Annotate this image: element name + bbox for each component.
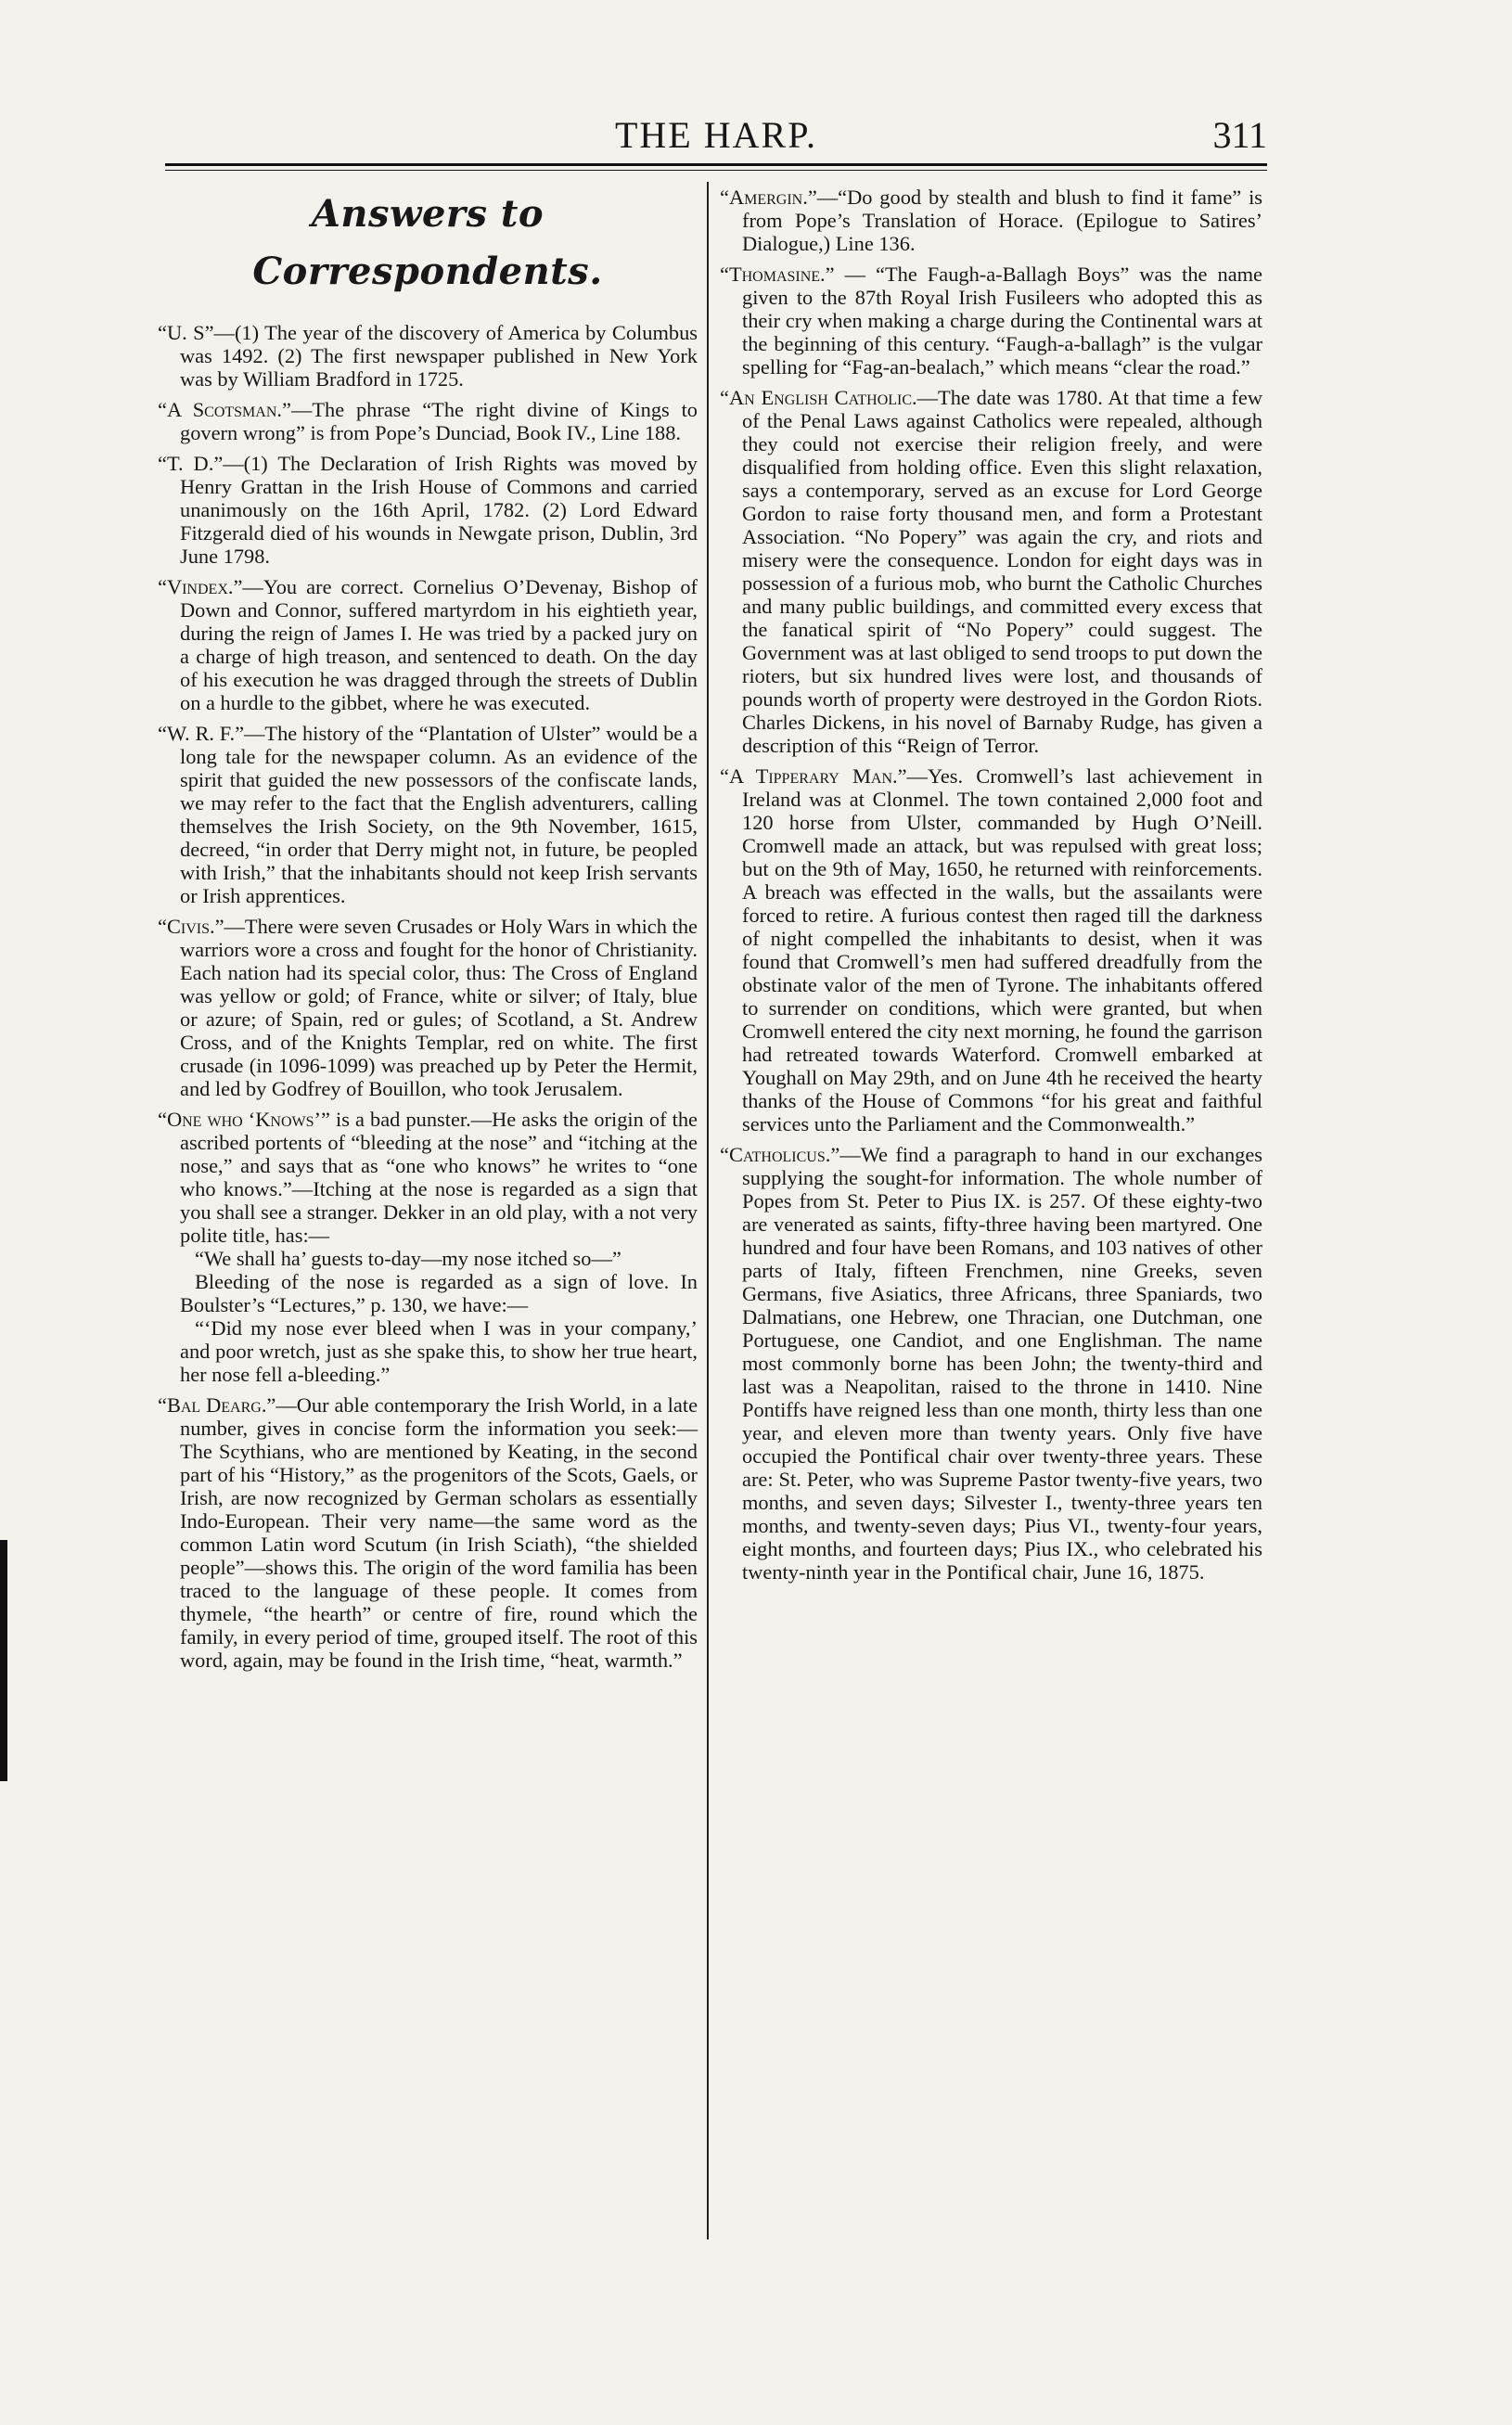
correspondent-answer	[720, 1143, 1262, 1584]
answer-paragraph: Bleeding of the nose is regarded as a sign of love. In Boulster’s “Lectures,” p. 130, we have:—	[180, 1270, 698, 1316]
answer-text	[158, 1108, 698, 1247]
correspondent-answer	[720, 386, 1262, 757]
answer-text	[720, 263, 1262, 379]
correspondent-name: “One who ‘Knows’”	[158, 1108, 330, 1131]
answer-text	[720, 386, 1262, 757]
answer-text	[158, 722, 698, 907]
answer-body: —The phrase “The right divine of Kings to govern wrong” is from Pope’s Dunciad, Book IV., Line 188.	[180, 398, 698, 444]
page-header	[165, 109, 1267, 161]
correspondent-name: “Vindex.”	[158, 575, 243, 598]
answer-text	[158, 321, 698, 391]
right-column	[720, 186, 1262, 1591]
correspondent-answer	[158, 398, 698, 444]
answer-text	[158, 575, 698, 714]
answer-body: —There were seven Crusades or Holy Wars in which the warriors wore a cross and fought for the honor of Christianity. Each nation had its special color, thus: The Cross of England was yellow or gold; of France, white or silver; of Italy, blue or azure; of Spain, red or gules; of Scotland, a St. Andrew Cross, and of the Knights Templar, red on white. The first crusade (in 1096-1099) was preached up by Peter the Hermit, and led by Godfrey of Bouillon, who took Jerusalem.	[180, 915, 698, 1100]
correspondent-answer	[158, 452, 698, 568]
answer-body: —(1) The Declaration of Irish Rights was moved by Henry Grattan in the Irish House of Commons and carried unanimously on the 16th April, 1782. (2) Lord Edward Fitzgerald died of his wounds in Newgate prison, Dublin, 3rd June 1798.	[180, 452, 698, 568]
correspondent-name: “An English Catholic.	[720, 386, 917, 409]
correspondent-answer	[158, 1393, 698, 1672]
answer-text	[720, 1143, 1262, 1584]
correspondent-name: “Bal Dearg.”	[158, 1393, 276, 1417]
blank-margin	[0, 2264, 1512, 2425]
answer-body: —(1) The year of the discovery of America by Columbus was 1492. (2) The first newspaper published in New York was by William Bradford in 1725.	[180, 321, 698, 391]
answer-body: —“Do good by stealth and blush to find it fame” is from Pope’s Translation of Horace. (Epilogue to Satires’ Dialogue,) Line 136.	[742, 186, 1262, 255]
answer-text	[158, 1393, 698, 1672]
left-entries	[158, 321, 698, 1672]
answer-body: —The history of the “Plantation of Ulster” would be a long tale for the newspaper column. As an evidence of the spirit that guided the new possessors of the confiscate lands, we may refer to the fact that the English adventurers, calling themselves the Irish Society, on the 9th November, 1615, decreed, “in order that Derry might not, in future, be peopled with Irish,” that the inhabitants should not keep Irish servants or Irish apprentices.	[180, 722, 698, 907]
column-divider	[707, 182, 709, 2239]
answer-body: —Yes. Cromwell’s last achievement in Ireland was at Clonmel. The town contained 2,000 foot and 120 horse from Ulster, commanded by Hugh O’Neill. Cromwell made an attack, but was repulsed with great loss; but on the 9th of May, 1650, he returned with reinforcements. A breach was effected in the walls, but the assailants were forced to retire. A furious contest then raged till the darkness of night compelled the inhabitants to desist, when it was found that Cromwell’s men had suffered dreadfully from the obstinate valor of the men of Tyrone. The inhabitants offered to surrender on conditions, which were granted, but when Cromwell entered the city next morning, he found the garrison had retreated towards Waterford. Cromwell embarked at Youghall on May 29th, and on June 4th he received the hearty thanks of the House of Commons “for his great and faithful services unto the Parliament and the Commonwealth.”	[742, 764, 1262, 1136]
correspondent-name: “A Tipperary Man.”	[720, 764, 907, 788]
section-title: Answers to Correspondents.	[252, 192, 603, 293]
right-entries	[720, 186, 1262, 1584]
correspondent-answer	[720, 764, 1262, 1136]
correspondent-answer	[158, 915, 698, 1100]
answer-paragraph: “‘Did my nose ever bleed when I was in your company,’ and poor wretch, just as she spake this, to show her true heart, her nose fell a-bleeding.”	[180, 1316, 698, 1386]
answer-body: —The date was 1780. At that time a few of the Penal Laws against Catholics were repealed, although they could not exercise their religion freely, and were disqualified from holding office. Even this slight relaxation, says a contemporary, served as an excuse for Lord George Gordon to raise forty thousand men, and form a Protestant Association. “No Popery” was again the cry, and riots and misery were the consequence. London for eight days was in possession of a furious mob, who burnt the Catholic Churches and many public buildings, and committed every excess that the fanatical spirit of “No Popery” could suggest. The Government was at last obliged to send troops to put down the rioters, but six hundred lives were lost, and thousands of pounds worth of property were destroyed in the Gordon Riots. Charles Dickens, in his novel of Barnaby Rudge, has given a description of this “Reign of Terror.	[742, 386, 1262, 757]
left-column	[158, 186, 698, 1679]
correspondent-answer	[158, 722, 698, 907]
answer-body: —You are correct. Cornelius O’Devenay, Bishop of Down and Connor, suffered martyrdom in his eightieth year, during the reign of James I. He was tried by a packed jury on a charge of high treason, and sentenced to death. On the day of his execution he was dragged through the streets of Dublin on a hurdle to the gibbet, where he was executed.	[180, 575, 698, 714]
header-rule-thin	[165, 170, 1267, 171]
correspondent-answer	[158, 1108, 698, 1386]
answer-text	[720, 186, 1262, 255]
answer-text	[720, 764, 1262, 1136]
answer-text	[158, 915, 698, 1100]
answer-paragraph: “We shall ha’ guests to-day—my nose itched so—”	[195, 1247, 621, 1270]
correspondent-name: “Catholicus.”	[720, 1143, 840, 1166]
answer-text	[158, 398, 698, 444]
correspondent-name: “Amergin.”	[720, 186, 817, 209]
header-rule	[165, 163, 1267, 166]
correspondent-name: “U. S”	[158, 321, 214, 344]
answer-body: is a bad punster.—He asks the origin of the ascribed portents of “bleeding at the nose” and “itching at the nose,” and says that as “one who knows” he writes to “one who knows.”—Itching at the nose is regarded as a sign that you shall see a stranger. Dekker in an old play, with a not very polite title, has:—	[180, 1108, 698, 1247]
correspondent-name: “T. D.”	[158, 452, 224, 475]
answer-body: —We find a paragraph to hand in our exchanges supplying the sought-for information. The whole number of Popes from St. Peter to Pius IX. is 257. Of these eighty-two are venerated as saints, fifty-three having been martyred. One hundred and four have been Romans, and 103 natives of other parts of Italy, fifteen Frenchmen, nine Greeks, seven Germans, five Asiatics, three Africans, three Spaniards, two Dalmatians, one Hebrew, one Thracian, one Dutchman, one Portuguese, one Candiot, and one Englishman. The name most commonly borne has been John; the twenty-third and last was a Neapolitan, raised to the throne in 1410. Nine Pontiffs have reigned less than one month, thirty less than one year, and eleven more than twenty years. Only five have occupied the Pontifical chair over twenty-three years. These are: St. Peter, who was Supreme Pastor twenty-five years, two months, and seven days; Silvester I., twenty-three years ten months, and twenty-seven days; Pius VI., twenty-four years, eight months, and fourteen days; Pius IX., who celebrated his twenty-ninth year in the Pontifical chair, June 16, 1875.	[742, 1143, 1262, 1584]
page-number: 311	[1212, 114, 1267, 156]
answer-text	[158, 452, 698, 568]
correspondent-answer	[158, 575, 698, 714]
correspondent-answer	[158, 321, 698, 391]
correspondent-name: “Civis.”	[158, 915, 224, 938]
correspondent-name: “Thomasine.”	[720, 263, 835, 286]
answer-body: — “The Faugh-a-Ballagh Boys” was the name given to the 87th Royal Irish Fusileers who adopted this as their cry when making a charge during the Continental wars at the beginning of this century. “Faugh-a-ballagh” is the vulgar spelling for “Fag-an-bealach,” which means “clear the road.”	[742, 263, 1262, 379]
publication-title: THE HARP.	[614, 114, 818, 156]
scan-edge-mark	[0, 1540, 7, 1781]
answer-body: —Our able contemporary the Irish World, in a late number, gives in concise form the information you seek:—The Scythians, who are mentioned by Keating, in the second part of his “History,” as the progenitors of the Scots, Gaels, or Irish, are now recognized by German scholars as essentially Indo-European. Their very name—the same word as the common Latin word Scutum (in Irish Sciath), “the shielded people”—shows this. The origin of the word familia has been traced to the language of these people. It comes from thymele, “the hearth” or centre of fire, round which the family, in every period of time, grouped itself. The root of this word, again, may be found in the Irish time, “heat, warmth.”	[180, 1393, 698, 1672]
correspondent-name: “A Scotsman.”	[158, 398, 291, 421]
correspondent-answer	[720, 263, 1262, 379]
correspondent-answer	[720, 186, 1262, 255]
correspondent-name: “W. R. F.”	[158, 722, 245, 745]
